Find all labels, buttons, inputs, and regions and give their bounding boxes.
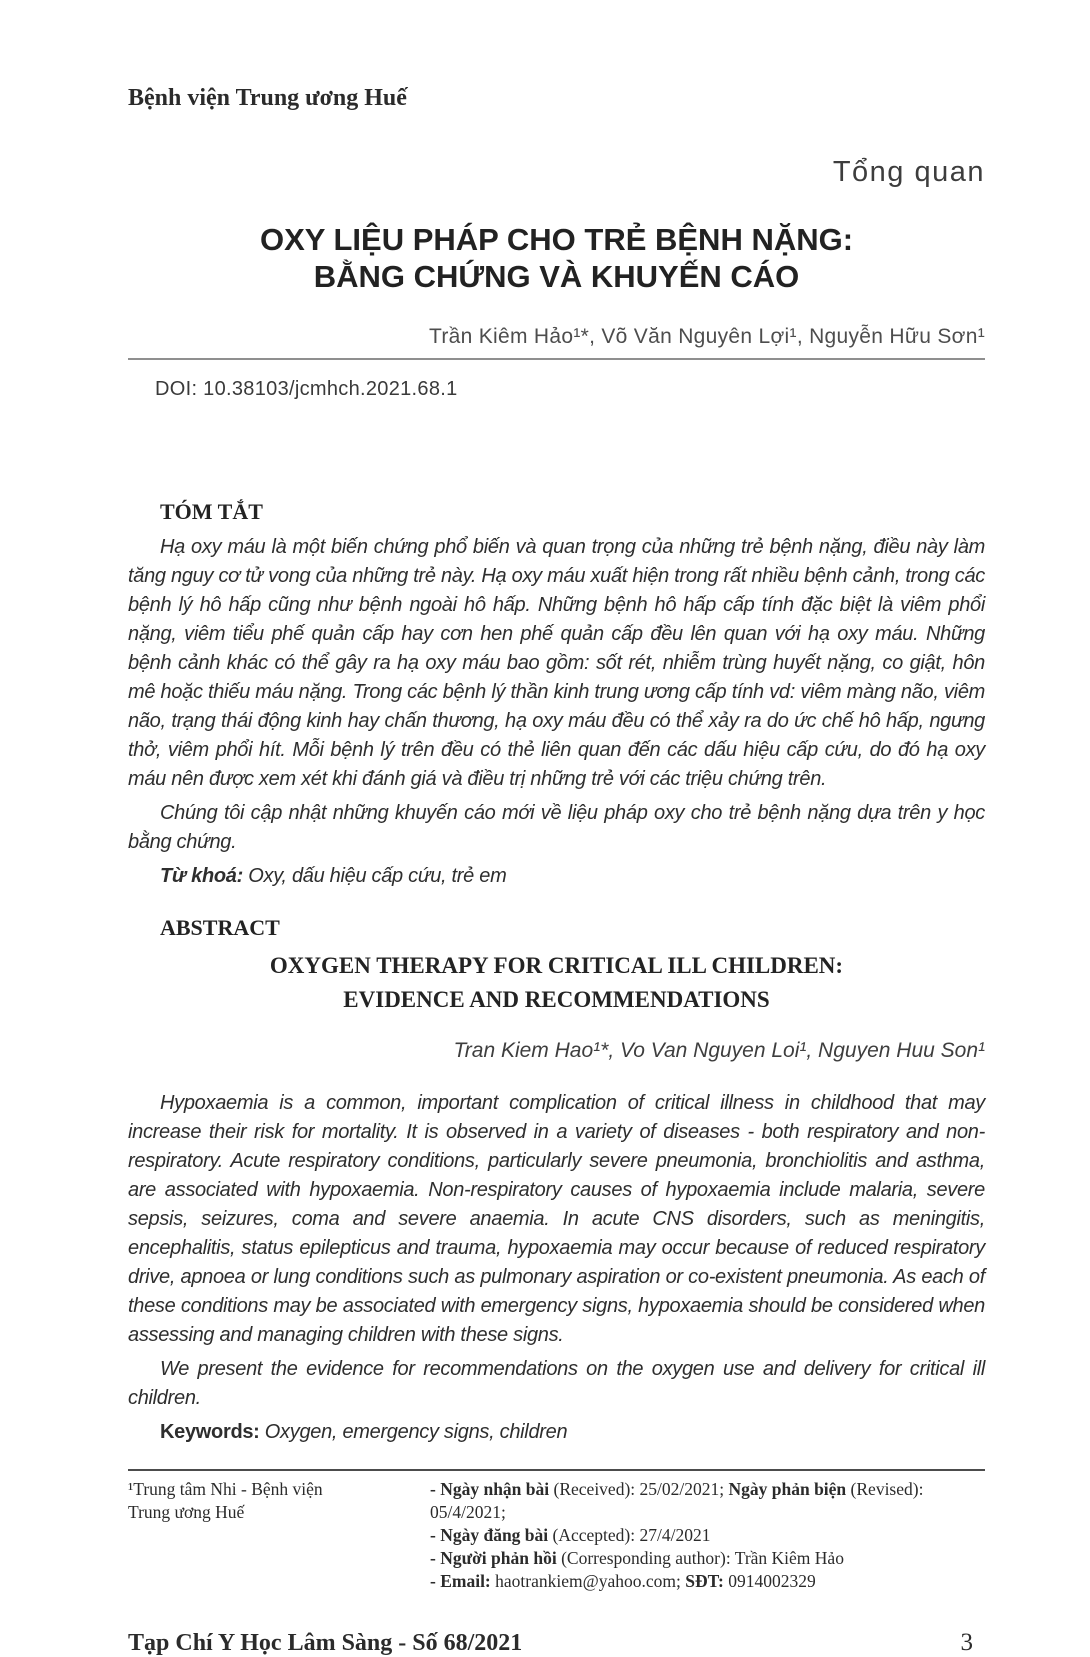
abstract-paragraph-2: We present the evidence for recommendations on the oxygen use and delivery for critical ill children.: [128, 1358, 985, 1409]
authors-vietnamese: Trần Kiêm Hảo¹*, Võ Văn Nguyên Lợi¹, Nguyễn Hữu Sơn¹: [429, 325, 985, 348]
affiliation-line2: Trung ương Huế: [128, 1502, 245, 1522]
revised-label: Ngày phản biện: [728, 1479, 851, 1499]
affiliation: [128, 1478, 430, 1593]
article-title-line2: BẰNG CHỨNG VÀ KHUYẾN CÁO: [313, 259, 800, 294]
institution-header: Bệnh viện Trung ương Huế: [128, 85, 407, 111]
email-value: haotrankiem@yahoo.com;: [490, 1571, 686, 1591]
tomtat-paragraph-2: Chúng tôi cập nhật những khuyến cáo mới về liệu pháp oxy cho trẻ bệnh nặng dựa trên y học bằng chứng.: [128, 802, 985, 853]
tomtat-heading: TÓM TẮT: [160, 499, 263, 524]
doi-text: DOI: 10.38103/jcmhch.2021.68.1: [155, 378, 458, 400]
abstract-keywords-line: [128, 1418, 985, 1447]
phone-value: 0914002329: [723, 1571, 816, 1591]
section-label: Tổng quan: [832, 156, 985, 188]
tomtat-keywords-line: [128, 862, 985, 891]
tomtat-paragraph-1: Hạ oxy máu là một biến chứng phổ biến và quan trọng của những trẻ bệnh nặng, điều này làm tăng nguy cơ tử vong của những trẻ này. Hạ oxy máu xuất hiện trong rất nhiều bệnh cảnh, trong các bệnh lý hô hấp cũng như bệnh ngoài hô hấp. Những bệnh hô hấp cấp tính đặc biệt là viêm phổi nặng, viêm tiểu phế quản cấp hay cơn hen phế quản cấp đều lên quan với hạ oxy máu. Những bệnh cảnh khác có thể gây ra hạ oxy máu bao gồm: sốt rét, nhiễm trùng huyết nặng, co giật, hôn mê hoặc thiếu máu nặng. Trong các bệnh lý thần kinh trung ương cấp tính vd: viêm màng não, viêm não, trạng thái động kinh hay chấn thương, hạ oxy máu đều có thể xảy ra do ức chế hô hấp, ngưng thở, viêm phổi hít. Mỗi bệnh lý trên đều có thẻ liên quan đến các dấu hiệu cấp cứu, do đó hạ oxy máu nên được xem xét khi đánh giá và điều trị những trẻ với các triệu chứng trên.: [128, 536, 985, 790]
received-value: (Received): 25/02/2021;: [553, 1479, 729, 1499]
footnote-block: [128, 1469, 985, 1593]
abstract-title: [128, 949, 985, 1017]
abstract-paragraph-1: Hypoxaemia is a common, important complication of critical illness in childhood that may increase their risk for mortality. It is observed in a variety of diseases - both respiratory and non-respiratory. Acute respiratory conditions, particularly severe pneumonia, bronchiolitis and asthma, are associated with hypoxaemia. Non-respiratory causes of hypoxaemia include malaria, severe sepsis, seizures, coma and severe anaemia. In acute CNS disorders, such as meningitis, encephalitis, status epilepticus and trauma, hypoxaemia may occur because of reduced respiratory drive, apnoea or lung conditions such as pulmonary aspiration or co-existent pneumonia. As each of these conditions may be associated with emergency signs, hypoxaemia should be considered when assessing and managing children with these signs.: [128, 1092, 985, 1346]
article-title-line1: OXY LIỆU PHÁP CHO TRẺ BỆNH NẶNG:: [259, 222, 854, 257]
received-label: - Ngày nhận bài: [430, 1479, 554, 1499]
received-revised-line: [430, 1478, 985, 1524]
accepted-label: - Ngày đăng bài: [430, 1525, 553, 1545]
abstract-title-line2: EVIDENCE AND RECOMMENDATIONS: [343, 987, 770, 1012]
article-history: [430, 1478, 985, 1593]
revised-value: (Revised): 05/4/2021;: [430, 1479, 924, 1522]
accepted-line: [430, 1524, 985, 1547]
article-title: [128, 221, 985, 295]
authors-english: Tran Kiem Hao¹*, Vo Van Nguyen Loi¹, Nguyen Huu Son¹: [453, 1039, 985, 1062]
abstract-keywords-label: Keywords:: [160, 1421, 260, 1443]
corresponding-value: (Corresponding author): Trần Kiêm Hảo: [561, 1548, 844, 1568]
email-phone-line: [430, 1570, 985, 1593]
abstract-title-line1: OXYGEN THERAPY FOR CRITICAL ILL CHILDREN:: [269, 953, 844, 978]
page-number: 3: [960, 1629, 973, 1656]
email-label: - Email:: [430, 1571, 491, 1591]
tomtat-keywords-text: Oxy, dấu hiệu cấp cứu, trẻ em: [243, 865, 507, 887]
page-footer: [128, 1629, 985, 1657]
abstract-keywords-text: Oxygen, emergency signs, children: [259, 1421, 568, 1443]
corresponding-label: - Người phản hồi: [430, 1548, 562, 1568]
phone-label: SĐT:: [685, 1571, 724, 1591]
corresponding-author-line: [430, 1547, 985, 1570]
affiliation-line1: ¹Trung tâm Nhi - Bệnh viện: [128, 1479, 323, 1499]
authors-divider: [128, 358, 985, 360]
journal-name: Tạp Chí Y Học Lâm Sàng - Số 68/2021: [128, 1630, 523, 1656]
accepted-value: (Accepted): 27/4/2021: [552, 1525, 711, 1545]
tomtat-keywords-label: Từ khoá:: [160, 865, 243, 887]
abstract-heading: ABSTRACT: [160, 915, 280, 940]
